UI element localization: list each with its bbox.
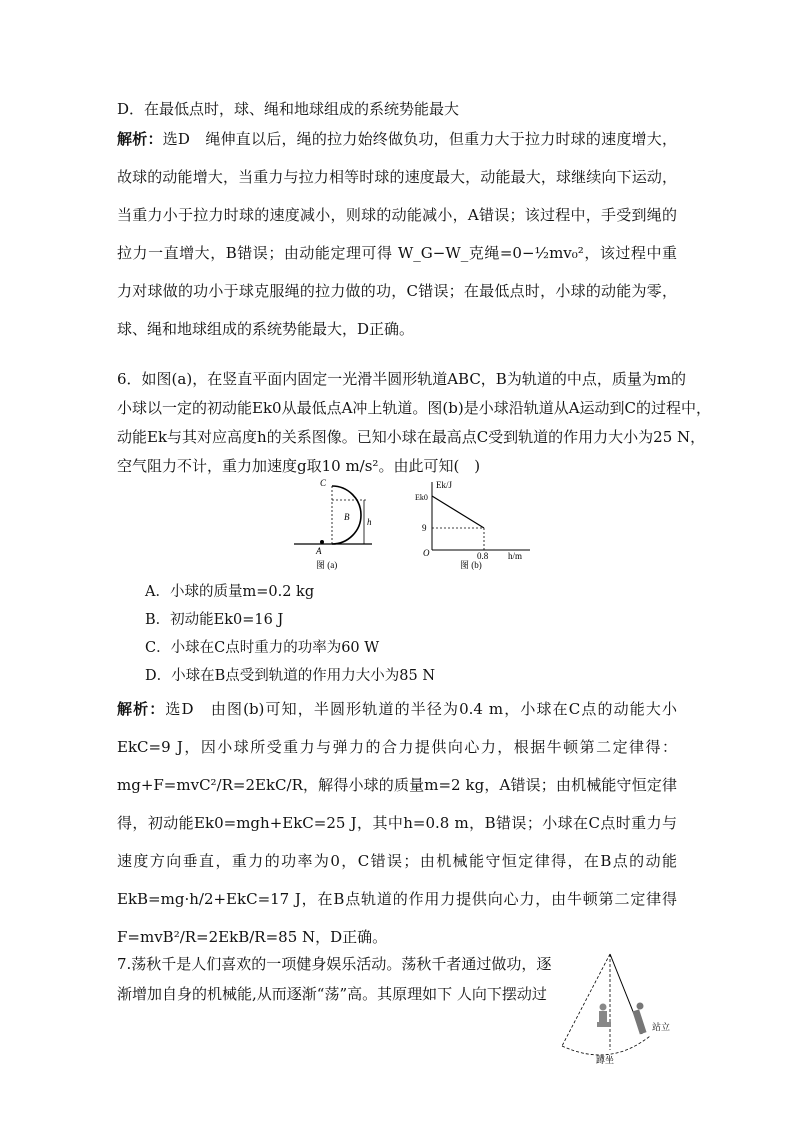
analysis-text: 选D 由图(b)可知，半圆形轨道的半径为0.4 m，小球在C点的动能大小EkC=9 J，因小球所受重力与弹力的合力提供向心力，根据牛顿第二定律得：mg+F=mvC²/R=2EkC/R，解得小球的质量m=2 kg，A错误；由机械能守恒定律得，初动能Ek0=mgh+EkC=25 J，其中h=0.8 m，B错误；小球在C点时重力与速度方向垂直，重力的功率为0，C错误；由机械能守恒定律得，在B点的动能EkB=mg·h/2+EkC=17 J，在B点轨道的作用力提供向心力，由牛顿第二定律得F=mvB²/R=2EkB/R=85 N，D正确。: [117, 700, 677, 946]
q6-option-b: B．初动能Ek0=16 J: [145, 612, 284, 628]
q5-option-d: D．在最低点时，球、绳和地球组成的系统势能最大: [117, 100, 460, 118]
q6-analysis: [117, 690, 677, 956]
q6-stem-line-2: 小球以一定的初动能Ek0从最低点A冲上轨道。图(b)是小球沿轨道从A运动到C的过程中，: [117, 399, 712, 417]
figure-b-caption: 图 (b): [460, 560, 482, 570]
analysis-text: 选D 绳伸直以后，绳的拉力始终做负功，但重力大于拉力时球的速度增大，故球的动能增大，当重力与拉力相等时球的速度最大，动能最大，球继续向下运动，当重力小于拉力时球的速度减小，则球的动能减小，A错误；该过程中，手受到绳的拉力一直增大，B错误；由动能定理可得 W_G−W_克绳=0−½mv₀²，该过程中重力对球做的功小于球克服绳的拉力做的功，C错误；在最低点时，小球的动能为零，球、绳和地球组成的系统势能最大，D正确。: [117, 130, 677, 338]
standing-person-icon: [637, 1003, 644, 1010]
figure-a-caption: 图 (a): [316, 560, 338, 570]
label-a: A: [316, 546, 322, 556]
y-mid-label: 9: [422, 523, 427, 533]
q6-option-c: C．小球在C点时重力的功率为60 W: [145, 640, 380, 656]
label-squat: 蹲坐: [596, 1055, 615, 1065]
q7-stem-line-2: 渐增加自身的机械能,从而逐渐“荡”高。其原理如下 人向下摆动过: [117, 985, 547, 1003]
label-stand: 站立: [652, 1022, 671, 1032]
ylabel: Ek/J: [436, 480, 453, 490]
origin-label: O: [423, 548, 430, 558]
swing-figure: [540, 950, 690, 1070]
q6-stem-line-3: 动能Ek与其对应高度h的关系图像。已知小球在最高点C受到轨道的作用力大小为25 N，: [117, 428, 706, 446]
xlabel: h/m: [508, 551, 523, 561]
label-c: C: [320, 478, 327, 488]
label-b: B: [344, 512, 350, 522]
q6-stem-line-4: 空气阻力不计，重力加速度g取10 m/s²。由此可知( ): [117, 457, 481, 475]
q6-stem-line-1: 6．如图(a)，在竖直平面内固定一光滑半圆形轨道ABC，B为轨道的中点，质量为m的: [117, 370, 687, 388]
q6-option-a: A．小球的质量m=0.2 kg: [145, 584, 315, 600]
q6-option-d: D．小球在B点受到轨道的作用力大小为85 N: [145, 668, 436, 684]
q7-stem-line-1: 7.荡秋千是人们喜欢的一项健身娱乐活动。荡秋千者通过做功，逐: [117, 955, 552, 973]
x-tick-label: 0.8: [477, 551, 489, 561]
analysis-label: 解析：: [117, 700, 166, 718]
squatting-person-icon: [600, 1004, 607, 1011]
y-top-label: Ek0: [415, 493, 428, 502]
analysis-label: 解析：: [117, 130, 163, 148]
figure-b-ek-h-graph: [414, 478, 534, 570]
figure-a-semicircle-track: [292, 478, 392, 570]
q5-analysis: [117, 120, 677, 348]
label-h: h: [367, 517, 372, 527]
